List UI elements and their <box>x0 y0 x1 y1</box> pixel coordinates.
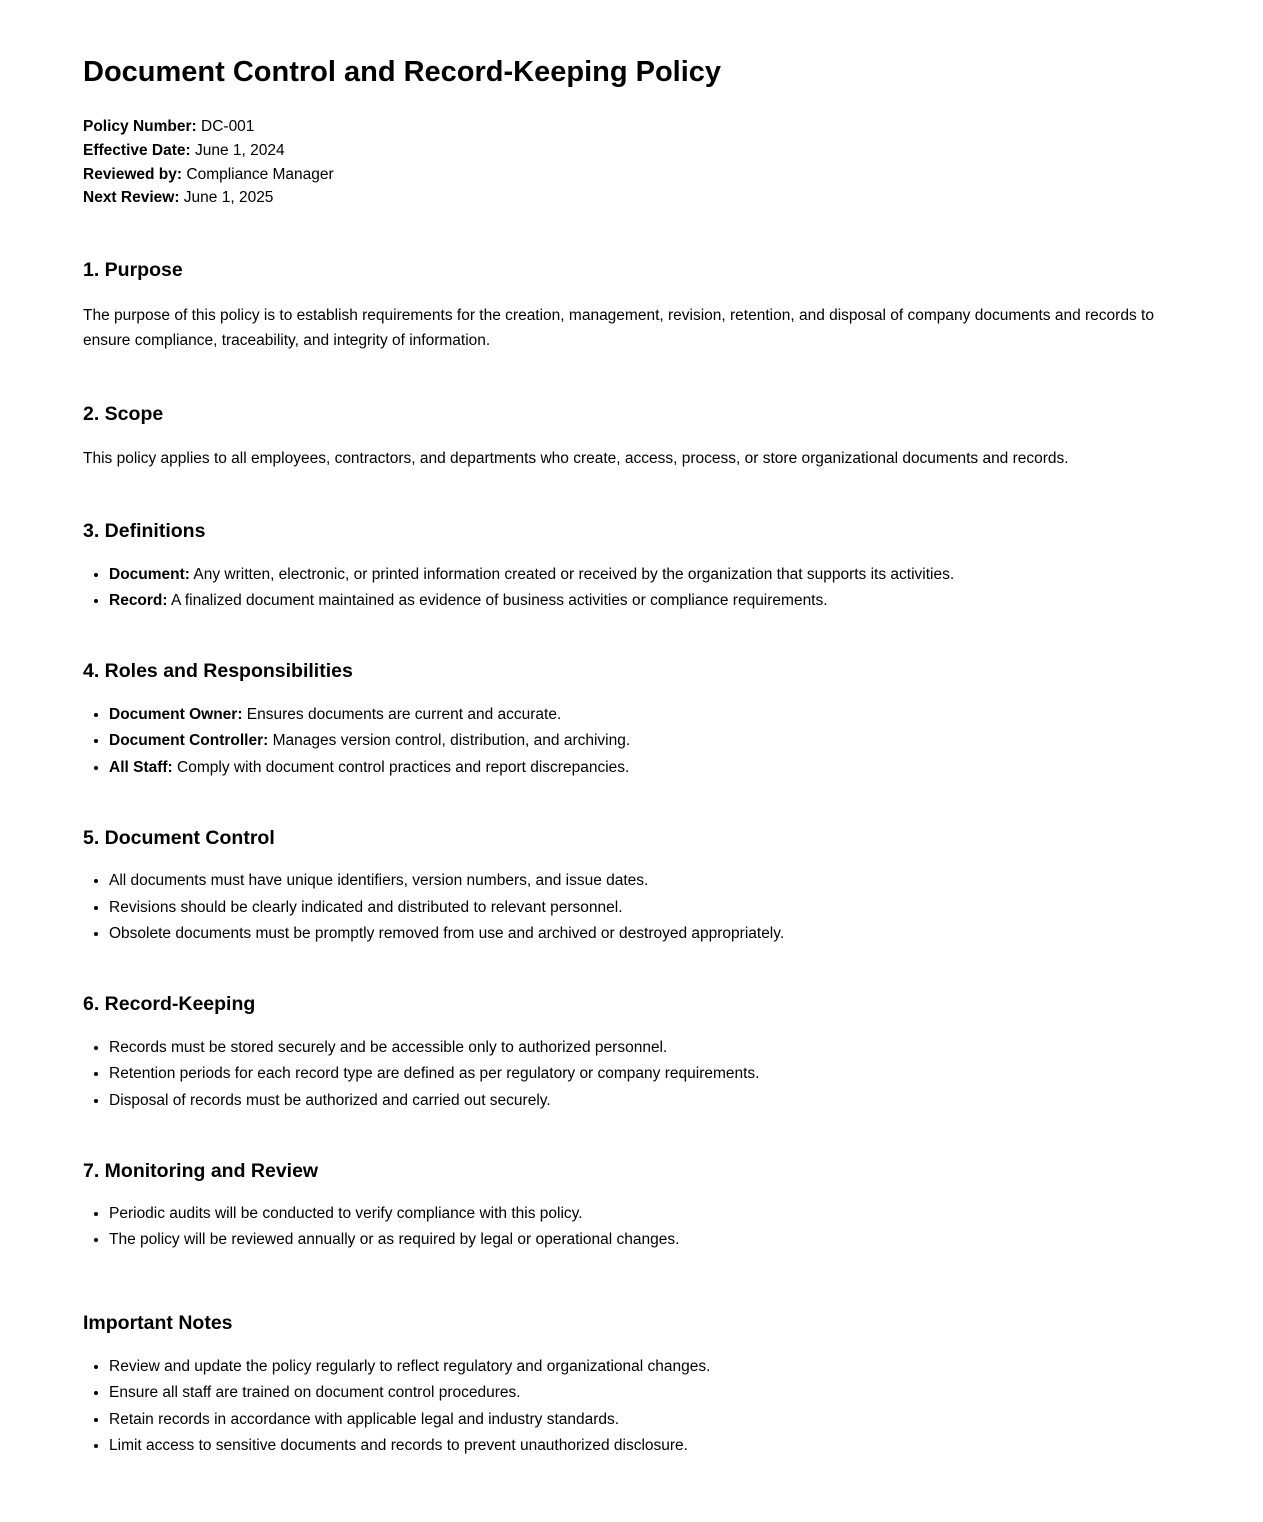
section-heading: Important Notes <box>83 1312 233 1335</box>
policy-meta-line <box>83 139 1180 163</box>
section-roles <box>83 660 1180 777</box>
section-important-notes <box>83 1312 1180 1456</box>
list-item <box>109 923 1180 944</box>
list-item <box>109 730 1180 751</box>
list-item <box>109 870 1180 891</box>
bullet-list <box>83 1356 1180 1457</box>
list-item-text: The policy will be reviewed annually or as required by legal or operational changes. <box>109 1231 680 1249</box>
list-item-text: Revisions should be clearly indicated and distributed to relevant personnel. <box>109 898 623 916</box>
list-item-text: Ensure all staff are trained on document control procedures. <box>109 1384 521 1402</box>
list-item <box>109 1037 1180 1058</box>
section-monitoring-review <box>83 1160 1180 1251</box>
list-item-text: A finalized document maintained as evidence of business activities or compliance requirements. <box>171 592 828 610</box>
term-label: All Staff: <box>109 758 173 776</box>
section-heading: 1. Purpose <box>83 259 183 282</box>
section-record-keeping <box>83 993 1180 1110</box>
term-label: Document Owner: <box>109 705 243 723</box>
bullet-list <box>83 870 1180 944</box>
meta-value: June 1, 2025 <box>183 189 274 207</box>
list-item <box>109 1090 1180 1111</box>
document-title: Document Control and Record-Keeping Policy <box>83 56 722 88</box>
list-item <box>109 1063 1180 1084</box>
meta-value: June 1, 2024 <box>195 142 285 160</box>
list-item <box>109 1229 1180 1250</box>
section-paragraph: This policy applies to all employees, contractors, and departments who create, access, process, or store organizational documents and records. <box>83 449 1069 467</box>
term-label: Document Controller: <box>109 732 269 750</box>
section-heading: 2. Scope <box>83 402 164 425</box>
bullet-list <box>83 564 1180 612</box>
meta-label: Next Review: <box>83 189 180 207</box>
list-item-text: Retain records in accordance with applicable legal and industry standards. <box>109 1410 620 1428</box>
meta-label: Reviewed by: <box>83 165 183 183</box>
meta-value: Compliance Manager <box>186 165 334 183</box>
list-item-text: Obsolete documents must be promptly removed from use and archived or destroyed appropriately. <box>109 925 785 943</box>
list-item <box>109 1382 1180 1403</box>
list-item <box>109 897 1180 918</box>
policy-meta-line <box>83 163 1180 187</box>
list-item <box>109 704 1180 725</box>
list-item <box>109 1356 1180 1377</box>
list-item-text: Records must be stored securely and be accessible only to authorized personnel. <box>109 1038 668 1056</box>
policy-meta-line <box>83 115 1180 139</box>
list-item-text: Any written, electronic, or printed information created or received by the organization that supports its activities. <box>193 565 955 583</box>
term-label: Document: <box>109 565 190 583</box>
bullet-list <box>83 1203 1180 1251</box>
list-item <box>109 757 1180 778</box>
meta-label: Effective Date: <box>83 142 191 160</box>
meta-label: Policy Number: <box>83 118 197 136</box>
list-item <box>109 1203 1180 1224</box>
term-label: Record: <box>109 592 168 610</box>
section-paragraph: The purpose of this policy is to establish requirements for the creation, management, revision, retention, and disposal of company documents and records to ensure compliance, traceability, and integrity of information. <box>83 306 1154 350</box>
list-item <box>109 1409 1180 1430</box>
section-scope <box>83 403 1180 472</box>
list-item-text: Comply with document control practices and report discrepancies. <box>177 758 630 776</box>
list-item-text: All documents must have unique identifiers, version numbers, and issue dates. <box>109 872 649 890</box>
section-heading: 3. Definitions <box>83 520 206 543</box>
section-heading: 4. Roles and Responsibilities <box>83 660 353 683</box>
policy-meta-line <box>83 186 1180 210</box>
list-item-text: Ensures documents are current and accurate. <box>246 705 562 723</box>
section-heading: 7. Monitoring and Review <box>83 1159 319 1182</box>
list-item-text: Disposal of records must be authorized and carried out securely. <box>109 1091 551 1109</box>
section-definitions <box>83 520 1180 611</box>
section-purpose <box>83 259 1180 353</box>
policy-meta-block <box>83 115 1180 210</box>
list-item <box>109 1435 1180 1456</box>
section-document-control <box>83 827 1180 944</box>
meta-value: DC-001 <box>201 118 255 136</box>
list-item <box>109 590 1180 611</box>
list-item-text: Manages version control, distribution, and archiving. <box>272 732 631 750</box>
list-item <box>109 564 1180 585</box>
list-item-text: Periodic audits will be conducted to verify compliance with this policy. <box>109 1204 583 1222</box>
bullet-list <box>83 1037 1180 1111</box>
list-item-text: Limit access to sensitive documents and records to prevent unauthorized disclosure. <box>109 1437 688 1455</box>
section-heading: 6. Record-Keeping <box>83 993 256 1016</box>
section-heading: 5. Document Control <box>83 826 275 849</box>
list-item-text: Retention periods for each record type are defined as per regulatory or company requirements. <box>109 1065 760 1082</box>
bullet-list <box>83 704 1180 778</box>
list-item-text: Review and update the policy regularly to reflect regulatory and organizational changes. <box>109 1357 711 1375</box>
